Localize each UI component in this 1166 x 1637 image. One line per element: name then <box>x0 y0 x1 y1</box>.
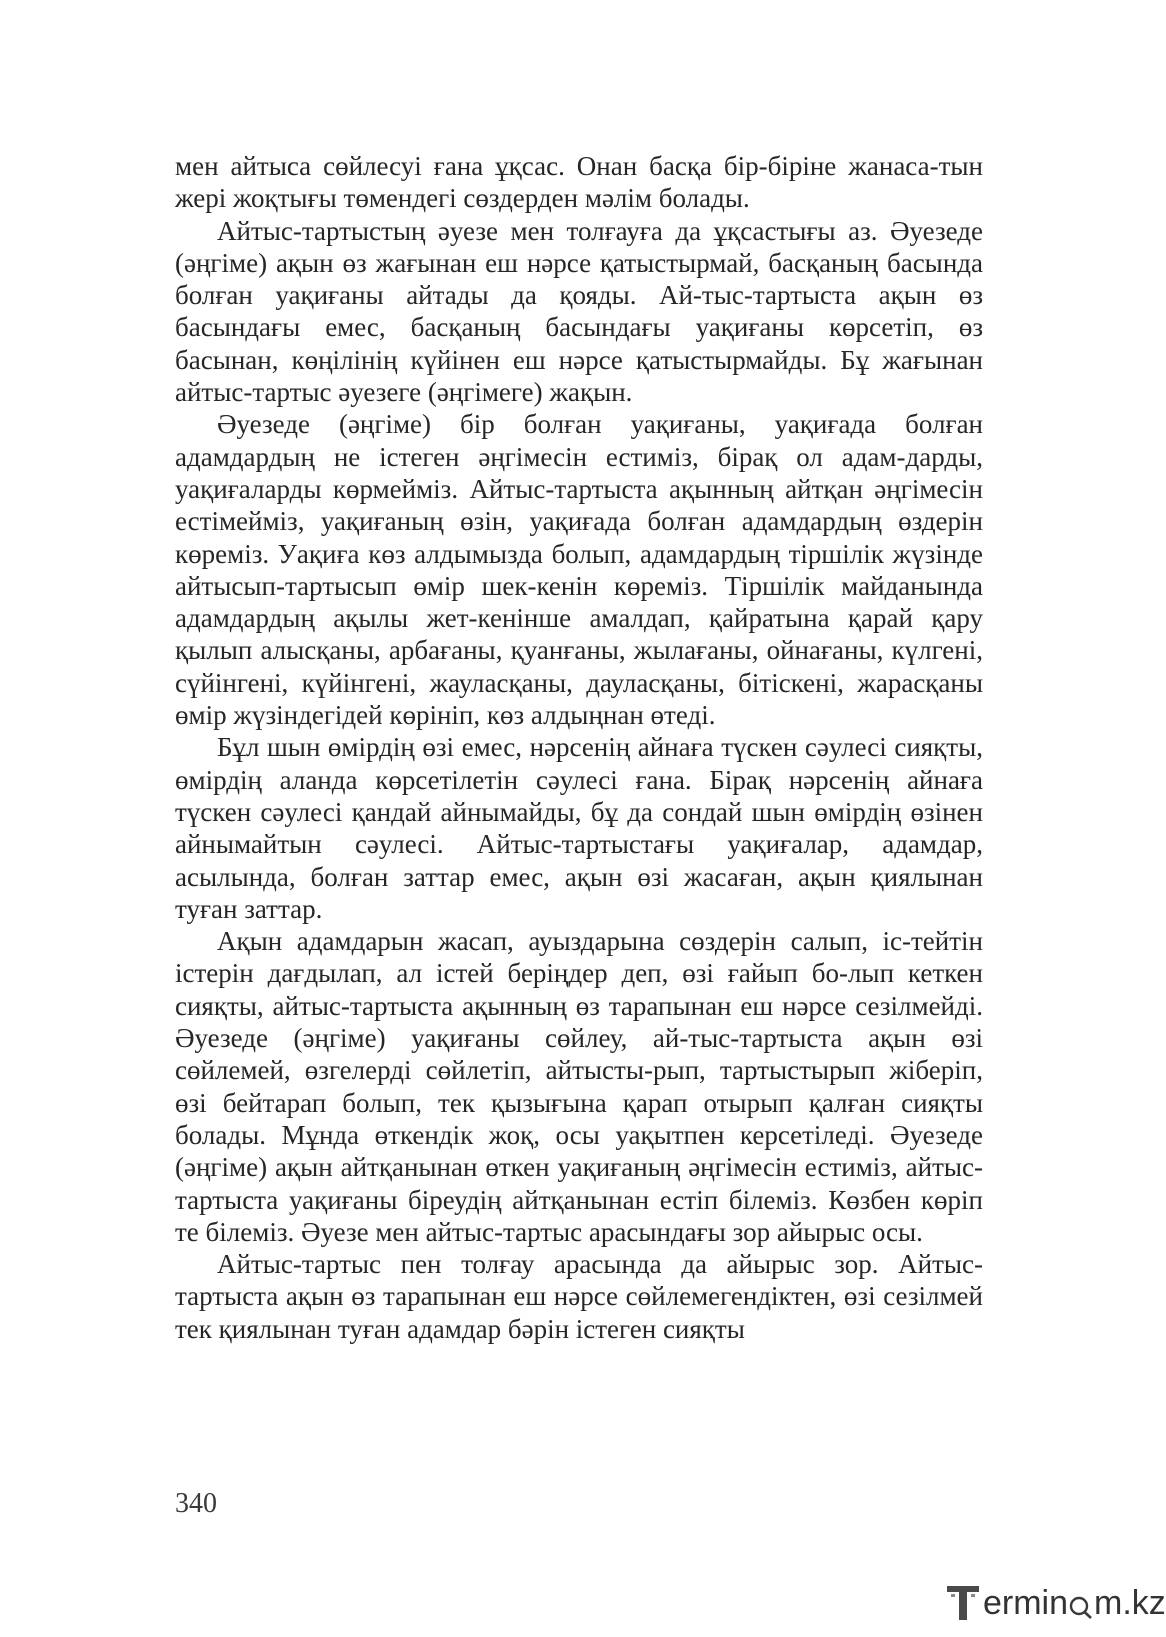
watermark-text-start: ermin <box>983 1583 1069 1622</box>
watermark-text-end: m.kz <box>1094 1583 1166 1622</box>
paragraph-4: Бұл шын өмірдің өзі емес, нәрсенің айнаға түскен сәулесі сияқты, өмірдің аланда көрсетілетін сәулесі ғана. Бірақ нәрсенің айнаға түскен сәулесі қандай айнымайды, бұ да сондай шын өмірдің өзінен айнымайтын сәулесі. Айтыс-тартыстағы уақиғалар, адамдар, асылында, болған заттар емес, ақын өзі жасаған, ақын қиялынан туған заттар. <box>175 732 983 924</box>
t-logo-icon <box>945 1582 981 1624</box>
page-number: 340 <box>175 1488 217 1519</box>
paragraph-6: Айтыс-тартыс пен толғау арасында да айырыс зор. Айтыс-тартыста ақын өз тарапынан еш нәрсе сөйлемегендіктен, өзі сезілмей тек қиялынан туған адамдар бәрін істеген сияқты <box>175 1249 983 1344</box>
magnifier-o-icon <box>1069 1590 1093 1616</box>
body-text <box>175 150 983 1345</box>
paragraph-1: мен айтыса сөйлесуі ғана ұқсас. Онан басқа бір-біріне жанаса-тын жері жоқтығы төмендегі сөздерден мәлім болады. <box>175 151 983 214</box>
paragraph-3: Әуезеде (әңгіме) бір болған уақиғаны, уақиғада болған адамдардың не істеген әңгімесін естиміз, бірақ ол адам-дарды, уақиғаларды көрмейміз. Айтыс-тартыста ақынның айтқан әңгімесін естімейміз, уақиғаның өзін, уақиғада болған адамдардың өздерін көреміз. Уақиға көз алдымызда болып, адамдардың тіршілік жүзінде айтысып-тартысып өмір шек-кенін көреміз. Тіршілік майданында адамдардың ақылы жет-кенінше амалдап, қайратына қарай қару қылып алысқаны, арбағаны, қуанғаны, жылағаны, ойнағаны, күлгені, сүйінгені, күйінгені, жауласқаны, дауласқаны, бітіскені, жарасқаны өмір жүзіндегідей көрініп, көз алдыңнан өтеді. <box>175 409 983 731</box>
paragraph-2: Айтыс-тартыстың әуезе мен толғауға да ұқсастығы аз. Әуезеде (әңгіме) ақын өз жағынан еш нәрсе қатыстырмай, басқаның басында болған уақиғаны айтады да қояды. Ай-тыс-тартыста ақын өз басындағы емес, басқаның басындағы уақиғаны көрсетіп, өз басынан, көңілінің күйінен еш нәрсе қатыстырмайды. Бұ жағынан айтыс-тартыс әуезеге (әңгімеге) жақын. <box>175 215 983 408</box>
termincom-watermark <box>945 1578 1166 1628</box>
paragraph-5: Ақын адамдарын жасап, ауыздарына сөздерін салып, іс-тейтін істерін дағдылап, ал істей беріңдер деп, өзі ғайып бо-лып кеткен сияқты, айтыс-тартыста ақынның өз тарапынан еш нәрсе сезілмейді. Әуезеде (әңгіме) уақиғаны сөйлеу, ай-тыс-тартыста ақын өзі сөйлемей, өзгелерді сөйлетіп, айтысты-рып, тартыстырып жіберіп, өзі бейтарап болып, тек қызығына қарап отырып қалған сияқты болады. Мұнда өткендік жоқ, осы уақытпен керсетіледі. Әуезеде (әңгіме) ақын айтқанынан өткен уақиғаның әңгімесін естиміз, айтыс-тартыста уақиғаны біреудің айтқанынан естіп білеміз. Көзбен көріп те білеміз. Әуезе мен айтыс-тартыс арасындағы зор айырыс осы. <box>175 926 983 1247</box>
